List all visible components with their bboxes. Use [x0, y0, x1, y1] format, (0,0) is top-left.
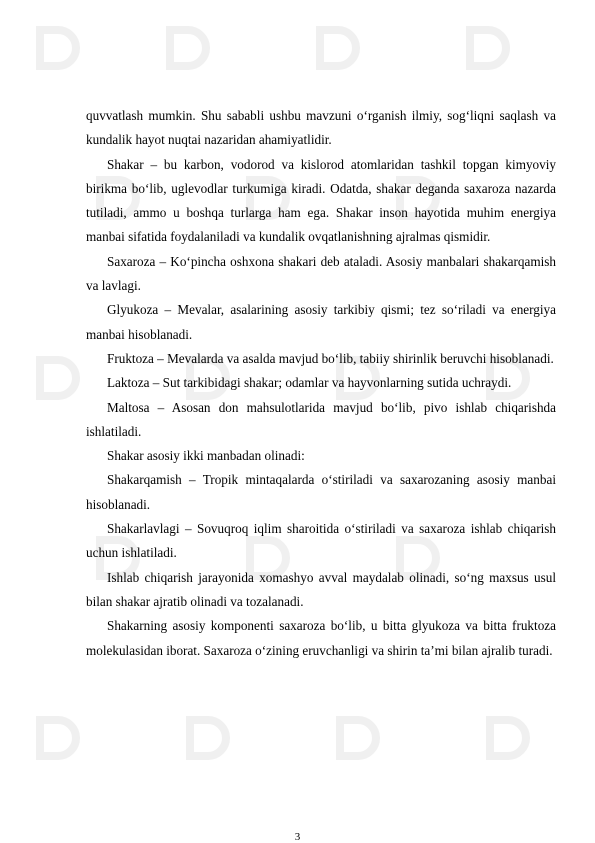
paragraph-saxaroza: Saxaroza – Ko‘pincha oshxona shakari deb ataladi. Asosiy manbalari shakarqamish va lavlagi. [86, 253, 556, 294]
paragraph-fruktoza: Fruktoza – Mevalarda va asalda mavjud bo‘lib, tabiiy shirinlik beruvchi hisoblanadi. [107, 350, 554, 366]
paragraph-continuation: quvvatlash mumkin. Shu sababli ushbu mavzuni o‘rganish ilmiy, sog‘liqni saqlash va kundalik hayot nuqtai nazaridan ahamiyatlidir. [86, 108, 556, 148]
paragraph-shakarlavlagi: Shakarlavlagi – Sovuqroq iqlim sharoitida o‘stiriladi va saxaroza ishlab chiqarish uchun ishlatiladi. [86, 521, 556, 561]
paragraph-maltosa: Maltosa – Asosan don mahsulotlarida mavjud bo‘lib, pivo ishlab chiqarishda ishlatiladi. [86, 399, 556, 439]
paragraph-shakarqamish: Shakarqamish – Tropik mintaqalarda o‘stiriladi va saxarozaning asosiy manbai hisoblanadi. [86, 472, 556, 512]
document-body [86, 104, 556, 663]
paragraph-glyukoza: Glyukoza – Mevalar, asalarining asosiy tarkibiy qismi; tez so‘riladi va energiya manbai hisoblanadi. [86, 302, 556, 342]
paragraph-production: Ishlab chiqarish jarayonida xomashyo avval maydalab olinadi, so‘ng maxsus usul bilan shakar ajratib olinadi va tozalanadi. [86, 569, 556, 609]
page-number: 3 [294, 831, 301, 843]
paragraph-laktoza: Laktoza – Sut tarkibidagi shakar; odamlar va hayvonlarning sutida uchraydi. [107, 375, 512, 391]
paragraph-components: Shakarning asosiy komponenti saxaroza bo‘lib, u bitta glyukoza va bitta fruktoza molekulasidan iborat. Saxaroza o‘zining eruvchanligi va shirin ta’mi bilan ajralib turadi. [86, 618, 556, 658]
paragraph-sources-intro: Shakar asosiy ikki manbadan olinadi: [107, 448, 305, 464]
paragraph-shakar-definition: Shakar – bu karbon, vodorod va kislorod atomlaridan tashkil topgan kimyoviy birikma bo‘lib, uglevodlar turkumiga kiradi. Odatda, shakar deganda saxaroza nazarda tutiladi, ammo u boshqa turlarga ham ega. Shakar inson hayotida muhim energiya manbai sifatida foydalaniladi va kundalik ovqatlanishning ajralmas qismidir. [86, 156, 556, 245]
